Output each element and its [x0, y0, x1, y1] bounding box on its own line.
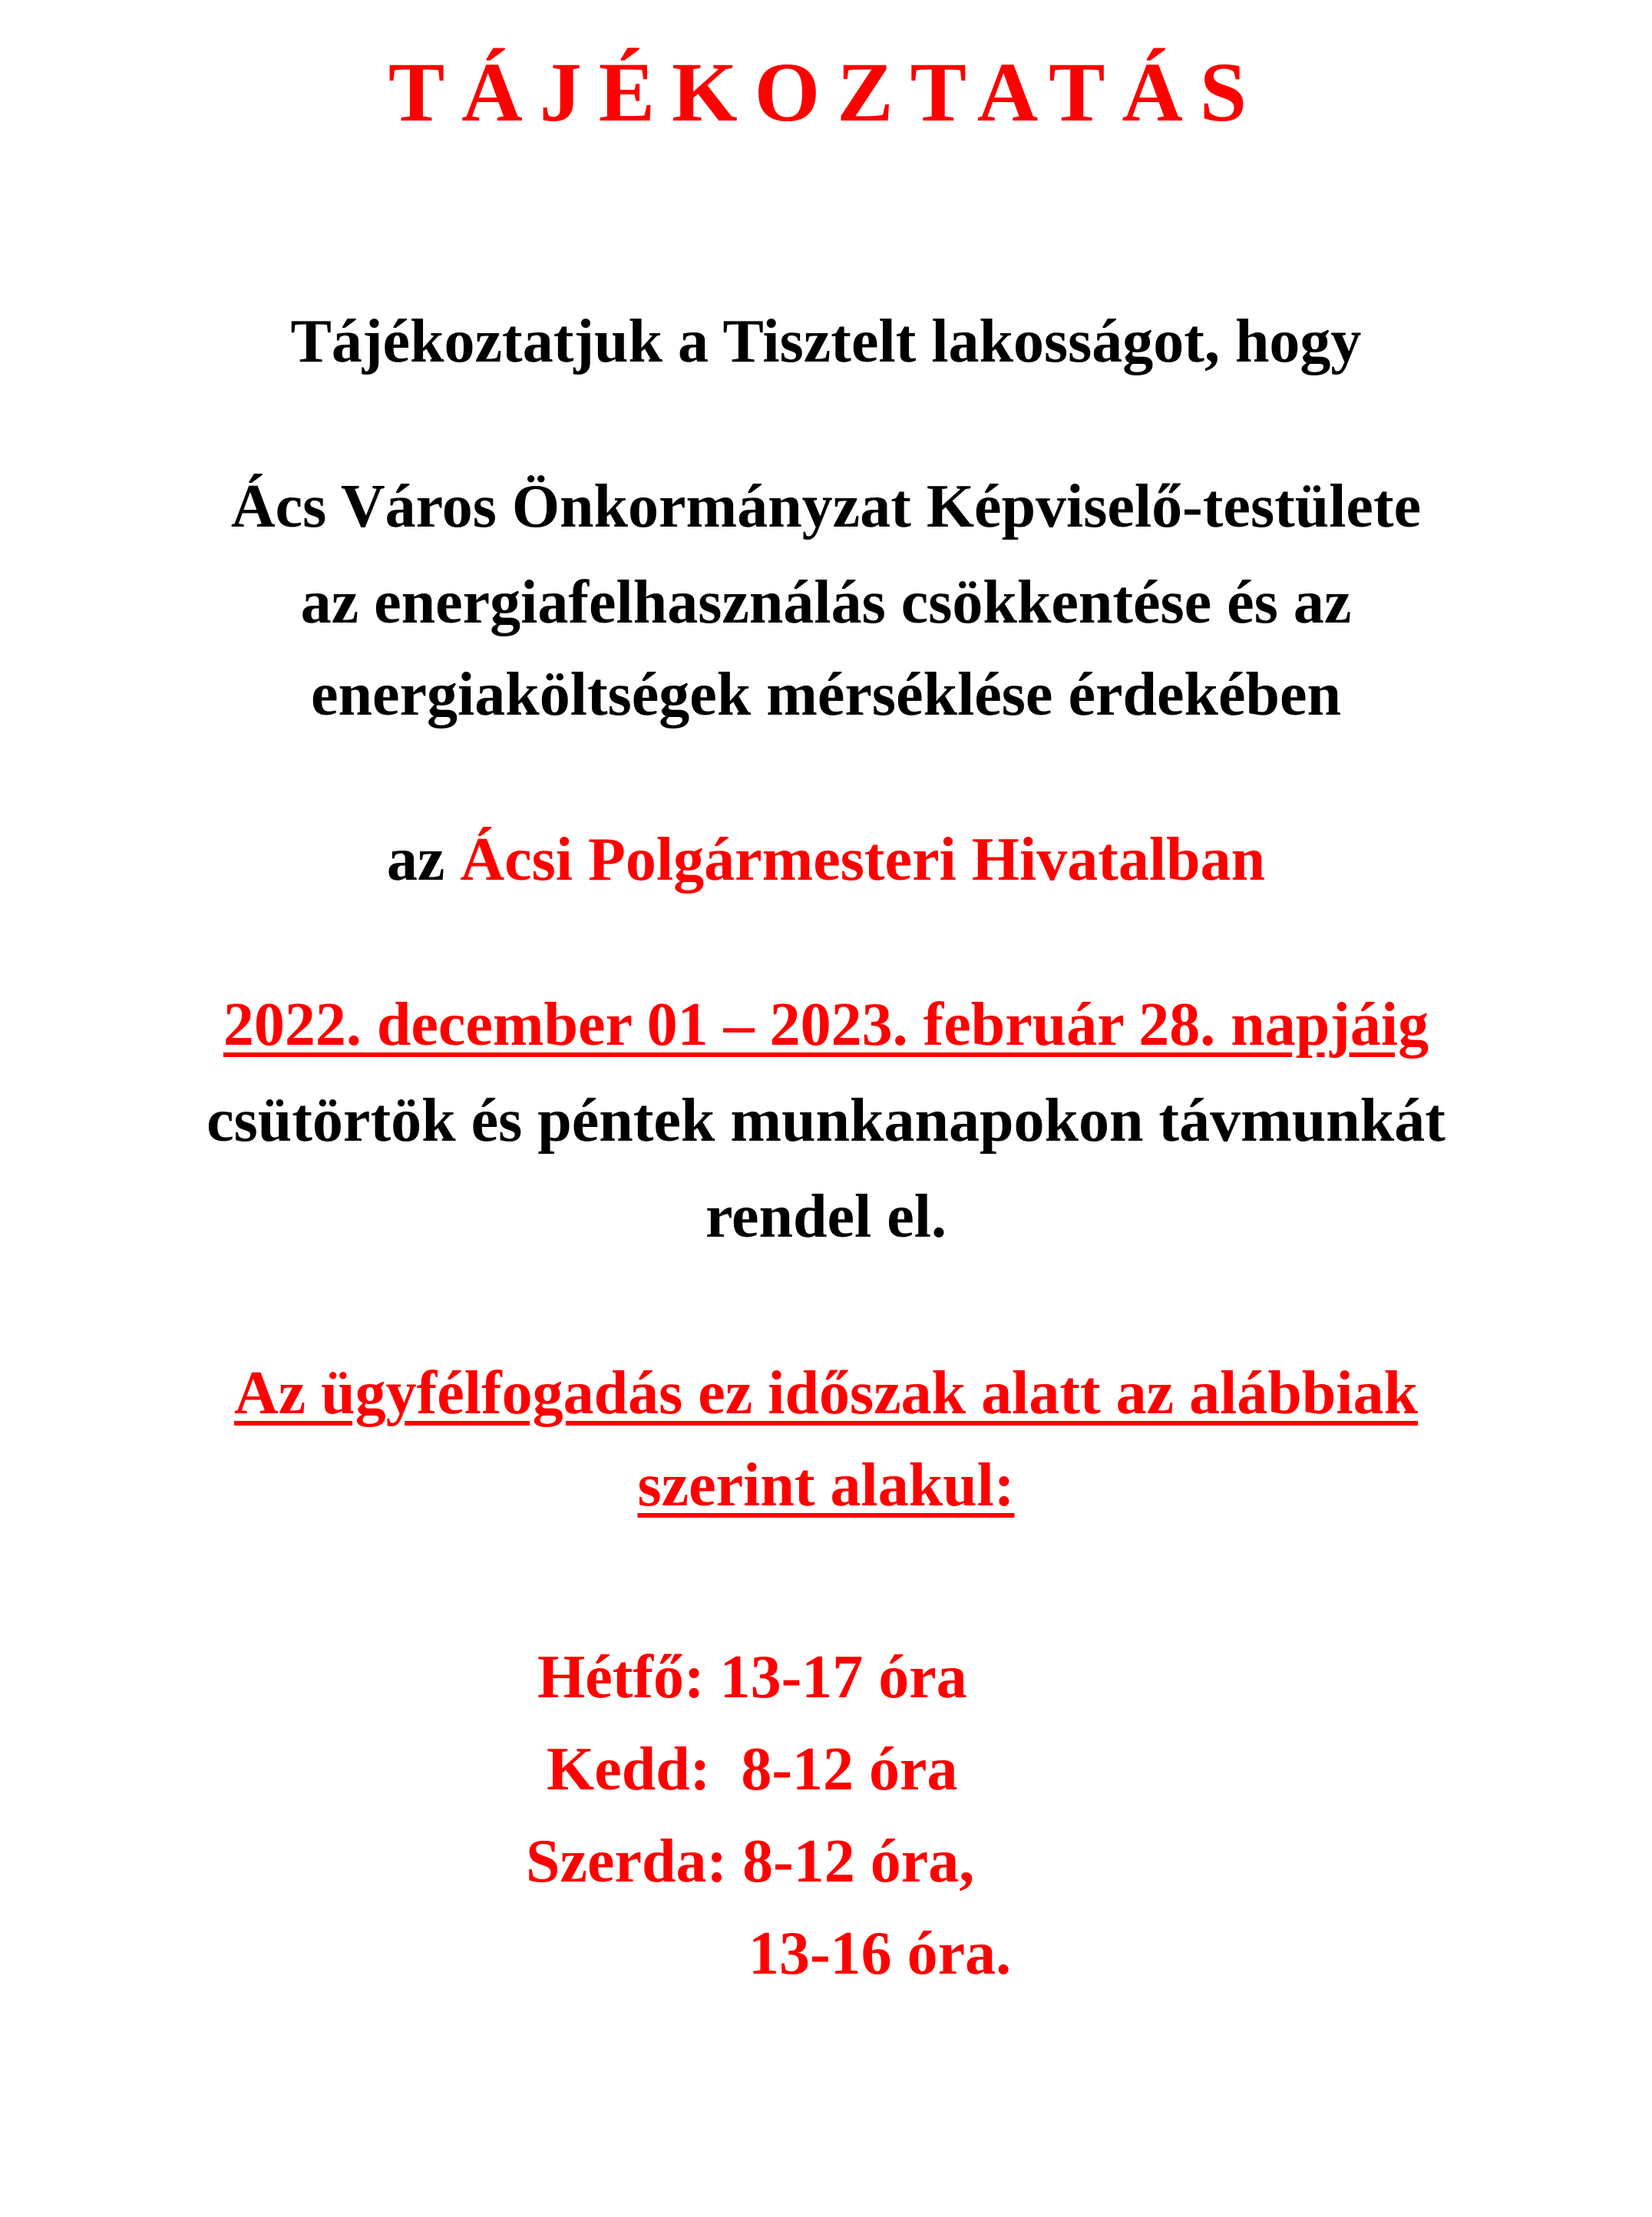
decision-line-3: energiaköltségek mérséklése érdekében [311, 661, 1341, 729]
decision-line-1: Ács Város Önkormányzat Képviselő-testülete [230, 473, 1422, 540]
office-name: Ácsi Polgármesteri Hivatalban [460, 826, 1266, 894]
notice-title: TÁJÉKOZTATÁS [388, 45, 1264, 139]
period-line-2: csütörtök és péntek munkanapokon távmunkát [206, 1087, 1446, 1155]
intro-line: Tájékoztatjuk a Tisztelt lakosságot, hogy [290, 308, 1362, 375]
period-line-3: rendel el. [705, 1183, 947, 1251]
schedule-monday: Hétfő: 13-17 óra [537, 1644, 967, 1711]
reception-heading-2: szerint alakul: [637, 1452, 1015, 1519]
schedule-wednesday: Szerda: 8-12 óra, [526, 1828, 975, 1895]
decision-line-2: az energiafelhasználás csökkentése és az [300, 569, 1352, 636]
schedule-tuesday: Kedd: 8-12 óra [547, 1736, 958, 1803]
location-line [0, 826, 1652, 894]
schedule-wednesday-afternoon: 13-16 óra. [748, 1920, 1012, 1987]
location-prefix: az [386, 826, 461, 894]
period-dates: 2022. december 01 – 2023. február 28. napjáig [223, 991, 1429, 1059]
reception-heading-1: Az ügyfélfogadás ez időszak alatt az alábbiak [233, 1360, 1419, 1427]
